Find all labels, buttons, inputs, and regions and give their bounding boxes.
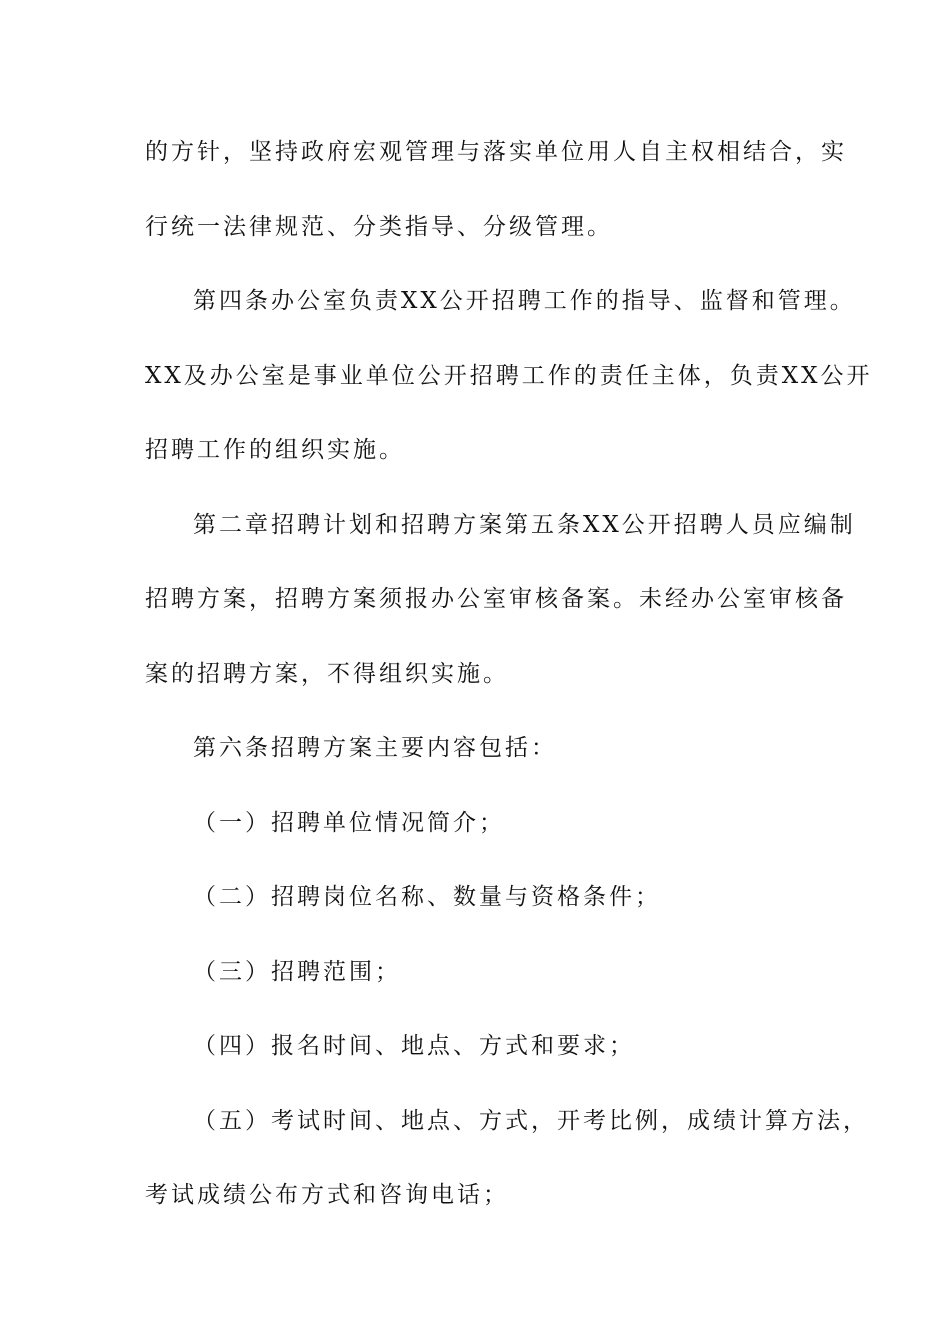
text-line-12: （三）招聘范围； (193, 958, 401, 985)
text-line-5: 招聘工作的组织实施。 (145, 437, 405, 463)
text-line-2: 行统一法律规范、分类指导、分级管理。 (145, 213, 613, 240)
text-line-13: （四）报名时间、地点、方式和要求； (193, 1033, 635, 1059)
text-line-15: 考试成绩公布方式和咨询电话； (145, 1182, 509, 1208)
text-line-9: 第六条招聘方案主要内容包括： (193, 735, 557, 761)
text-line-1: 的方针，坚持政府宏观管理与落实单位用人自主权相结合，实 (145, 139, 847, 165)
text-line-14: （五）考试时间、地点、方式，开考比例，成绩计算方法， (193, 1107, 869, 1134)
text-line-10: （一）招聘单位情况简介； (193, 809, 505, 836)
document-body (145, 122, 873, 1240)
text-line-4: XX及办公室是事业单位公开招聘工作的责任主体，负责XX公开 (145, 362, 873, 389)
text-line-8: 案的招聘方案，不得组织实施。 (145, 660, 509, 687)
text-line-6: 第二章招聘计划和招聘方案第五条XX公开招聘人员应编制 (193, 511, 856, 538)
text-line-11: （二）招聘岗位名称、数量与资格条件； (193, 884, 661, 910)
text-line-3: 第四条办公室负责XX公开招聘工作的指导、监督和管理。 (193, 288, 856, 314)
text-line-7: 招聘方案，招聘方案须报办公室审核备案。未经办公室审核备 (145, 586, 847, 612)
